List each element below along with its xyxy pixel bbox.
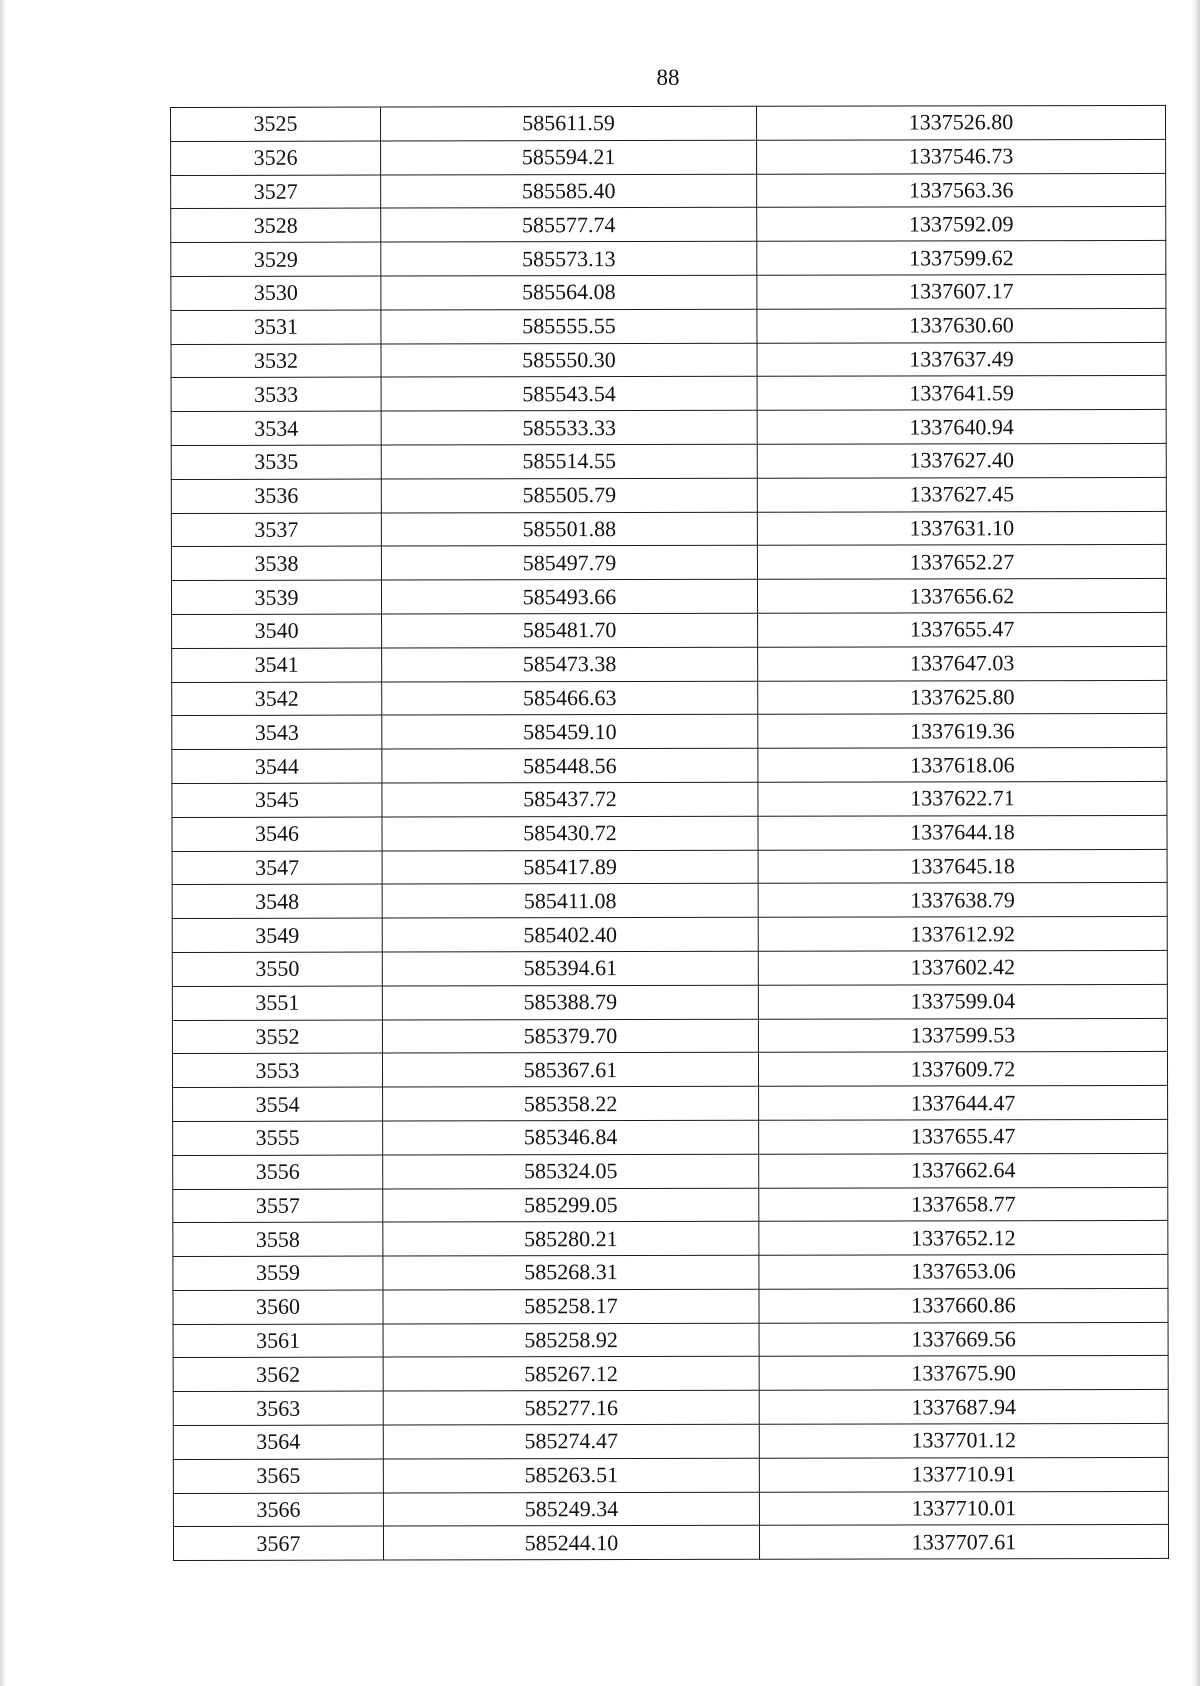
table-row	[171, 342, 1166, 378]
y-coordinate-cell: 1337638.79	[758, 883, 1167, 918]
point-id-cell: 3550	[172, 952, 382, 986]
y-coordinate-cell: 1337645.18	[758, 849, 1167, 884]
point-id-cell: 3554	[173, 1087, 383, 1121]
point-id-cell: 3557	[173, 1189, 383, 1223]
coordinates-table-body	[171, 105, 1169, 1560]
y-coordinate-cell: 1337599.62	[757, 241, 1166, 276]
table-row	[172, 646, 1167, 682]
x-coordinate-cell: 585497.79	[381, 546, 757, 581]
y-coordinate-cell: 1337701.12	[759, 1423, 1168, 1458]
x-coordinate-cell: 585555.55	[381, 309, 757, 344]
point-id-cell: 3540	[172, 614, 382, 648]
table-row	[172, 1018, 1167, 1054]
point-id-cell: 3563	[173, 1391, 383, 1425]
x-coordinate-cell: 585501.88	[381, 512, 757, 547]
x-coordinate-cell: 585448.56	[382, 748, 758, 783]
point-id-cell: 3525	[171, 107, 381, 141]
y-coordinate-cell: 1337655.47	[758, 612, 1167, 647]
y-coordinate-cell: 1337630.60	[757, 308, 1166, 343]
scan-edge-right	[1192, 0, 1200, 1686]
y-coordinate-cell: 1337662.64	[759, 1153, 1168, 1188]
x-coordinate-cell: 585402.40	[382, 917, 758, 952]
table-row	[173, 1322, 1168, 1358]
x-coordinate-cell: 585585.40	[381, 174, 757, 209]
table-row	[171, 477, 1166, 513]
table-row	[171, 545, 1166, 581]
x-coordinate-cell: 585573.13	[381, 241, 757, 276]
table-row	[172, 849, 1167, 885]
table-row	[171, 139, 1166, 175]
y-coordinate-cell: 1337660.86	[759, 1288, 1168, 1323]
table-row	[171, 376, 1166, 412]
point-id-cell: 3528	[171, 208, 381, 242]
x-coordinate-cell: 585417.89	[382, 850, 758, 885]
x-coordinate-cell: 585267.12	[383, 1357, 759, 1392]
point-id-cell: 3538	[171, 546, 381, 580]
table-row	[173, 1491, 1168, 1527]
point-id-cell: 3548	[172, 884, 382, 918]
x-coordinate-cell: 585437.72	[382, 782, 758, 817]
point-id-cell: 3561	[173, 1324, 383, 1358]
table-row	[172, 1052, 1167, 1088]
y-coordinate-cell: 1337641.59	[757, 376, 1166, 411]
point-id-cell: 3560	[173, 1290, 383, 1324]
table-row	[171, 511, 1166, 547]
x-coordinate-cell: 585514.55	[381, 444, 757, 479]
point-id-cell: 3543	[172, 715, 382, 749]
y-coordinate-cell: 1337647.03	[758, 646, 1167, 681]
y-coordinate-cell: 1337602.42	[758, 950, 1167, 985]
y-coordinate-cell: 1337652.27	[757, 545, 1166, 580]
x-coordinate-cell: 585533.33	[381, 410, 757, 445]
y-coordinate-cell: 1337599.04	[758, 984, 1167, 1019]
coordinates-table	[170, 105, 1169, 1561]
table-row	[172, 950, 1167, 986]
y-coordinate-cell: 1337687.94	[759, 1390, 1168, 1425]
point-id-cell: 3537	[171, 513, 381, 547]
point-id-cell: 3526	[171, 141, 381, 175]
x-coordinate-cell: 585299.05	[383, 1188, 759, 1223]
x-coordinate-cell: 585466.63	[382, 681, 758, 716]
x-coordinate-cell: 585388.79	[382, 985, 758, 1020]
x-coordinate-cell: 585550.30	[381, 343, 757, 378]
y-coordinate-cell: 1337526.80	[756, 105, 1165, 140]
table-row	[172, 612, 1167, 648]
x-coordinate-cell: 585394.61	[382, 951, 758, 986]
point-id-cell: 3553	[172, 1053, 382, 1087]
x-coordinate-cell: 585274.47	[383, 1424, 759, 1459]
y-coordinate-cell: 1337609.72	[758, 1052, 1167, 1087]
point-id-cell: 3558	[173, 1222, 383, 1256]
point-id-cell: 3530	[171, 276, 381, 310]
y-coordinate-cell: 1337622.71	[758, 781, 1167, 816]
table-row	[171, 410, 1166, 446]
x-coordinate-cell: 585244.10	[383, 1526, 759, 1561]
y-coordinate-cell: 1337599.53	[758, 1018, 1167, 1053]
x-coordinate-cell: 585358.22	[383, 1086, 759, 1121]
table-row	[172, 883, 1167, 919]
y-coordinate-cell: 1337707.61	[759, 1525, 1168, 1560]
point-id-cell: 3542	[172, 682, 382, 716]
y-coordinate-cell: 1337592.09	[757, 207, 1166, 242]
x-coordinate-cell: 585459.10	[382, 715, 758, 750]
x-coordinate-cell: 585543.54	[381, 377, 757, 412]
y-coordinate-cell: 1337607.17	[757, 274, 1166, 309]
point-id-cell: 3552	[172, 1020, 382, 1054]
y-coordinate-cell: 1337658.77	[759, 1187, 1168, 1222]
point-id-cell: 3533	[171, 377, 381, 411]
table-row	[173, 1288, 1168, 1324]
y-coordinate-cell: 1337563.36	[757, 173, 1166, 208]
x-coordinate-cell: 585481.70	[382, 613, 758, 648]
x-coordinate-cell: 585594.21	[381, 140, 757, 175]
point-id-cell: 3559	[173, 1256, 383, 1290]
table-row	[173, 1221, 1168, 1257]
y-coordinate-cell: 1337653.06	[759, 1255, 1168, 1290]
x-coordinate-cell: 585277.16	[383, 1391, 759, 1426]
x-coordinate-cell: 585564.08	[381, 275, 757, 310]
y-coordinate-cell: 1337675.90	[759, 1356, 1168, 1391]
y-coordinate-cell: 1337655.47	[759, 1119, 1168, 1154]
table-row	[173, 1423, 1168, 1459]
x-coordinate-cell: 585263.51	[383, 1458, 759, 1493]
point-id-cell: 3567	[173, 1527, 383, 1561]
y-coordinate-cell: 1337652.12	[759, 1221, 1168, 1256]
table-row	[172, 714, 1167, 750]
x-coordinate-cell: 585346.84	[383, 1120, 759, 1155]
point-id-cell: 3535	[171, 445, 381, 479]
table-row	[172, 815, 1167, 851]
point-id-cell: 3555	[173, 1121, 383, 1155]
x-coordinate-cell: 585249.34	[383, 1492, 759, 1527]
y-coordinate-cell: 1337618.06	[758, 748, 1167, 783]
x-coordinate-cell: 585268.31	[383, 1255, 759, 1290]
table-row	[173, 1153, 1168, 1189]
point-id-cell: 3541	[172, 648, 382, 682]
point-id-cell: 3532	[171, 344, 381, 378]
y-coordinate-cell: 1337644.18	[758, 815, 1167, 850]
table-row	[171, 241, 1166, 277]
point-id-cell: 3534	[171, 411, 381, 445]
y-coordinate-cell: 1337669.56	[759, 1322, 1168, 1357]
x-coordinate-cell: 585430.72	[382, 816, 758, 851]
point-id-cell: 3549	[172, 918, 382, 952]
table-row	[171, 274, 1166, 310]
point-id-cell: 3547	[172, 851, 382, 885]
x-coordinate-cell: 585493.66	[381, 579, 757, 614]
point-id-cell: 3562	[173, 1358, 383, 1392]
table-row	[173, 1086, 1168, 1122]
y-coordinate-cell: 1337637.49	[757, 342, 1166, 377]
table-row	[171, 207, 1166, 243]
table-row	[171, 308, 1166, 344]
table-row	[171, 105, 1166, 141]
y-coordinate-cell: 1337627.45	[757, 477, 1166, 512]
point-id-cell: 3546	[172, 817, 382, 851]
point-id-cell: 3539	[171, 580, 381, 614]
table-row	[171, 579, 1166, 615]
point-id-cell: 3551	[172, 986, 382, 1020]
y-coordinate-cell: 1337710.01	[759, 1491, 1168, 1526]
point-id-cell: 3536	[171, 479, 381, 513]
x-coordinate-cell: 585379.70	[382, 1019, 758, 1054]
y-coordinate-cell: 1337619.36	[758, 714, 1167, 749]
x-coordinate-cell: 585367.61	[382, 1053, 758, 1088]
point-id-cell: 3564	[173, 1425, 383, 1459]
table-row	[173, 1525, 1168, 1561]
y-coordinate-cell: 1337644.47	[759, 1086, 1168, 1121]
point-id-cell: 3556	[173, 1155, 383, 1189]
y-coordinate-cell: 1337631.10	[757, 511, 1166, 546]
table-row	[173, 1255, 1168, 1291]
x-coordinate-cell: 585258.92	[383, 1323, 759, 1358]
point-id-cell: 3545	[172, 783, 382, 817]
x-coordinate-cell: 585473.38	[382, 647, 758, 682]
page-number: 88	[656, 65, 680, 90]
x-coordinate-cell: 585258.17	[383, 1289, 759, 1324]
y-coordinate-cell: 1337546.73	[757, 139, 1166, 174]
y-coordinate-cell: 1337640.94	[757, 410, 1166, 445]
table-row	[171, 173, 1166, 209]
table-row	[172, 917, 1167, 953]
y-coordinate-cell: 1337627.40	[757, 443, 1166, 478]
table-row	[171, 443, 1166, 479]
x-coordinate-cell: 585577.74	[381, 208, 757, 243]
x-coordinate-cell: 585411.08	[382, 884, 758, 919]
point-id-cell: 3565	[173, 1459, 383, 1493]
y-coordinate-cell: 1337710.91	[759, 1457, 1168, 1492]
x-coordinate-cell: 585324.05	[383, 1154, 759, 1189]
table-row	[173, 1457, 1168, 1493]
point-id-cell: 3527	[171, 175, 381, 209]
scan-edge-left	[0, 0, 7, 1686]
x-coordinate-cell: 585280.21	[383, 1222, 759, 1257]
point-id-cell: 3531	[171, 310, 381, 344]
table-row	[173, 1187, 1168, 1223]
point-id-cell: 3529	[171, 242, 381, 276]
table-row	[172, 781, 1167, 817]
table-row	[172, 748, 1167, 784]
x-coordinate-cell: 585611.59	[381, 106, 757, 141]
y-coordinate-cell: 1337612.92	[758, 917, 1167, 952]
table-row	[173, 1356, 1168, 1392]
y-coordinate-cell: 1337656.62	[757, 579, 1166, 614]
table-row	[172, 680, 1167, 716]
y-coordinate-cell: 1337625.80	[758, 680, 1167, 715]
table-row	[173, 1119, 1168, 1155]
point-id-cell: 3544	[172, 749, 382, 783]
point-id-cell: 3566	[173, 1493, 383, 1527]
table-row	[173, 1390, 1168, 1426]
table-row	[172, 984, 1167, 1020]
x-coordinate-cell: 585505.79	[381, 478, 757, 513]
